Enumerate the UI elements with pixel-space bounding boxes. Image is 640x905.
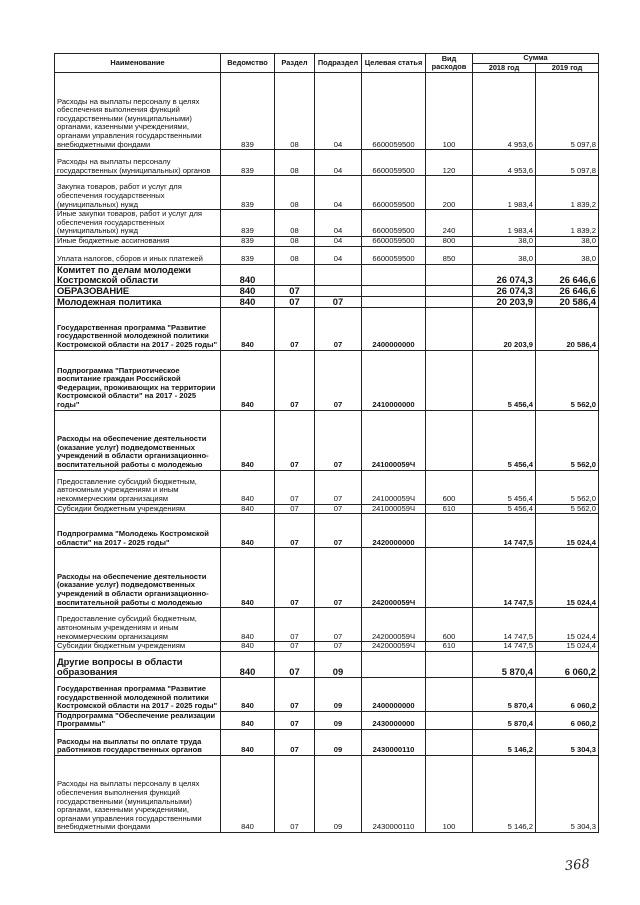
row-name: Подпрограмма "Молодежь Костромской области" на 2017 - 2025 годы" (55, 514, 221, 548)
row-subsection: 07 (315, 410, 362, 470)
table-row (55, 677, 599, 711)
row-2018: 20 203,9 (473, 296, 536, 307)
row-subsection: 04 (315, 246, 362, 264)
row-subsection (315, 285, 362, 296)
row-kind: 600 (426, 470, 473, 504)
row-section: 07 (275, 504, 315, 514)
row-kind: 120 (426, 150, 473, 176)
header-sum: Сумма (473, 54, 599, 64)
header-2018: 2018 год (473, 63, 536, 73)
row-section: 07 (275, 350, 315, 410)
row-section: 07 (275, 470, 315, 504)
header-section: Раздел (275, 54, 315, 73)
row-2019: 15 024,4 (536, 514, 599, 548)
row-target: 6600059500 (362, 176, 426, 210)
table-row (55, 307, 599, 350)
row-2019: 5 562,0 (536, 350, 599, 410)
row-subsection: 07 (315, 470, 362, 504)
table-row (55, 350, 599, 410)
row-target: 241000059Ч (362, 504, 426, 514)
row-kind: 100 (426, 73, 473, 150)
row-target: 242000059Ч (362, 642, 426, 652)
row-target (362, 651, 426, 677)
row-name: Расходы на выплаты по оплате труда работников государственных органов (55, 729, 221, 755)
row-target: 241000059Ч (362, 470, 426, 504)
table-row (55, 285, 599, 296)
row-dept: 840 (221, 677, 275, 711)
row-2018: 5 870,4 (473, 677, 536, 711)
row-2018: 5 146,2 (473, 729, 536, 755)
row-dept: 840 (221, 504, 275, 514)
row-name: ОБРАЗОВАНИЕ (55, 285, 221, 296)
row-2019: 6 060,2 (536, 651, 599, 677)
row-name: Расходы на обеспечение деятельности (оказание услуг) подведомственных учреждений в области организационно-воспитательной работы с молодежью (55, 410, 221, 470)
row-2018: 14 747,5 (473, 608, 536, 642)
row-target: 242000059Ч (362, 608, 426, 642)
row-name: Государственная программа "Развитие государственной молодежной политики Костромской области на 2017 - 2025 годы" (55, 677, 221, 711)
row-2019: 5 097,8 (536, 73, 599, 150)
row-2018: 5 456,4 (473, 410, 536, 470)
row-name: Расходы на выплаты персоналу государственных (муниципальных) органов (55, 150, 221, 176)
row-dept: 840 (221, 470, 275, 504)
row-2019: 6 060,2 (536, 677, 599, 711)
row-2019: 5 562,0 (536, 470, 599, 504)
row-name: Иные закупки товаров, работ и услуг для обеспечения государственных (муниципальных) нужд (55, 210, 221, 237)
row-kind (426, 548, 473, 608)
row-kind (426, 677, 473, 711)
row-2019: 20 586,4 (536, 307, 599, 350)
row-subsection: 07 (315, 296, 362, 307)
table-row (55, 410, 599, 470)
row-target: 6600059500 (362, 236, 426, 246)
row-name: Комитет по делам молодежи Костромской области (55, 264, 221, 285)
page-number: 368 (564, 856, 591, 875)
row-2019: 1 839,2 (536, 210, 599, 237)
row-kind (426, 350, 473, 410)
row-2019: 5 097,8 (536, 150, 599, 176)
row-section: 07 (275, 711, 315, 729)
row-subsection: 09 (315, 651, 362, 677)
row-name: Уплата налогов, сборов и иных платежей (55, 246, 221, 264)
table-row (55, 296, 599, 307)
row-subsection: 04 (315, 236, 362, 246)
row-dept: 840 (221, 514, 275, 548)
row-subsection: 04 (315, 150, 362, 176)
row-2019: 6 060,2 (536, 711, 599, 729)
row-section: 07 (275, 729, 315, 755)
row-subsection (315, 264, 362, 285)
row-target: 6600059500 (362, 246, 426, 264)
row-subsection: 09 (315, 755, 362, 832)
row-section: 07 (275, 651, 315, 677)
row-section: 08 (275, 236, 315, 246)
row-dept: 839 (221, 236, 275, 246)
row-name: Предоставление субсидий бюджетным, автономным учреждениям и иным некоммерческим организациям (55, 470, 221, 504)
header-subsection: Подраздел (315, 54, 362, 73)
row-kind: 200 (426, 176, 473, 210)
row-target: 6600059500 (362, 210, 426, 237)
row-subsection: 07 (315, 504, 362, 514)
row-target: 2420000000 (362, 514, 426, 548)
row-2018: 1 983,4 (473, 176, 536, 210)
table-row (55, 651, 599, 677)
row-2018: 38,0 (473, 246, 536, 264)
row-kind (426, 264, 473, 285)
row-name: Предоставление субсидий бюджетным, автономным учреждениям и иным некоммерческим организациям (55, 608, 221, 642)
row-name: Расходы на обеспечение деятельности (оказание услуг) подведомственных учреждений в области организационно-воспитательной работы с молодежью (55, 548, 221, 608)
row-name: Государственная программа "Развитие государственной молодежной политики Костромской области на 2017 - 2025 годы" (55, 307, 221, 350)
row-section: 07 (275, 642, 315, 652)
header-2019: 2019 год (536, 63, 599, 73)
table-row (55, 711, 599, 729)
row-2018: 14 747,5 (473, 642, 536, 652)
row-name: Расходы на выплаты персоналу в целях обеспечения выполнения функций государственными (муниципальными) органами, казенными учреждениями, органами управления государственными внебюджетными фондами (55, 73, 221, 150)
row-dept: 840 (221, 711, 275, 729)
row-name: Субсидии бюджетным учреждениям (55, 504, 221, 514)
row-subsection: 09 (315, 711, 362, 729)
row-target: 241000059Ч (362, 410, 426, 470)
row-dept: 840 (221, 410, 275, 470)
row-section: 08 (275, 210, 315, 237)
row-2019: 15 024,4 (536, 608, 599, 642)
row-2018: 5 456,4 (473, 470, 536, 504)
row-target: 2430000110 (362, 755, 426, 832)
row-2018: 4 953,6 (473, 150, 536, 176)
row-2018: 5 870,4 (473, 711, 536, 729)
row-subsection: 07 (315, 514, 362, 548)
row-dept: 840 (221, 608, 275, 642)
table-row (55, 176, 599, 210)
row-section: 08 (275, 246, 315, 264)
row-2018: 26 074,3 (473, 264, 536, 285)
row-subsection: 07 (315, 350, 362, 410)
row-kind: 610 (426, 642, 473, 652)
row-section: 07 (275, 296, 315, 307)
row-subsection: 04 (315, 73, 362, 150)
budget-table (54, 53, 599, 833)
row-2018: 5 146,2 (473, 755, 536, 832)
row-2018: 14 747,5 (473, 514, 536, 548)
row-subsection: 04 (315, 176, 362, 210)
row-kind (426, 651, 473, 677)
row-subsection: 07 (315, 608, 362, 642)
row-dept: 839 (221, 246, 275, 264)
row-dept: 840 (221, 296, 275, 307)
row-kind: 850 (426, 246, 473, 264)
table-row (55, 73, 599, 150)
row-kind (426, 729, 473, 755)
row-2019: 26 646,6 (536, 264, 599, 285)
row-section: 08 (275, 150, 315, 176)
row-kind: 610 (426, 504, 473, 514)
row-kind: 240 (426, 210, 473, 237)
row-section: 07 (275, 285, 315, 296)
row-dept: 840 (221, 285, 275, 296)
table-row (55, 504, 599, 514)
table-row (55, 246, 599, 264)
header-dept: Ведомство (221, 54, 275, 73)
table-row (55, 264, 599, 285)
table-body (55, 73, 599, 833)
row-2019: 5 304,3 (536, 755, 599, 832)
row-target: 2400000000 (362, 307, 426, 350)
row-target: 6600059500 (362, 73, 426, 150)
row-2018: 1 983,4 (473, 210, 536, 237)
row-subsection: 09 (315, 729, 362, 755)
row-section: 08 (275, 73, 315, 150)
row-section (275, 264, 315, 285)
row-dept: 840 (221, 651, 275, 677)
row-subsection: 07 (315, 642, 362, 652)
row-2018: 20 203,9 (473, 307, 536, 350)
row-section: 07 (275, 548, 315, 608)
row-2019: 1 839,2 (536, 176, 599, 210)
row-target: 2430000110 (362, 729, 426, 755)
row-subsection: 04 (315, 210, 362, 237)
row-kind (426, 285, 473, 296)
row-dept: 839 (221, 150, 275, 176)
table-row (55, 150, 599, 176)
row-2019: 15 024,4 (536, 548, 599, 608)
row-2019: 38,0 (536, 246, 599, 264)
table-row (55, 470, 599, 504)
row-section: 07 (275, 514, 315, 548)
row-dept: 840 (221, 729, 275, 755)
row-subsection: 07 (315, 307, 362, 350)
row-name: Расходы на выплаты персоналу в целях обеспечения выполнения функций государственными (муниципальными) органами, казенными учреждениями, органами управления государственными внебюджетными фондами (55, 755, 221, 832)
row-kind (426, 296, 473, 307)
row-target: 242000059Ч (362, 548, 426, 608)
header-name: Наименование (55, 54, 221, 73)
table-row (55, 236, 599, 246)
row-kind (426, 410, 473, 470)
table-row (55, 729, 599, 755)
row-2018: 38,0 (473, 236, 536, 246)
row-2018: 5 870,4 (473, 651, 536, 677)
row-2019: 20 586,4 (536, 296, 599, 307)
row-2018: 14 747,5 (473, 548, 536, 608)
row-2019: 5 562,0 (536, 410, 599, 470)
row-subsection: 07 (315, 548, 362, 608)
row-kind: 600 (426, 608, 473, 642)
row-dept: 840 (221, 755, 275, 832)
row-dept: 839 (221, 210, 275, 237)
row-2019: 38,0 (536, 236, 599, 246)
table-row (55, 548, 599, 608)
row-dept: 840 (221, 264, 275, 285)
row-subsection: 09 (315, 677, 362, 711)
row-name: Молодежная политика (55, 296, 221, 307)
row-2019: 15 024,4 (536, 642, 599, 652)
header-kind: Вид расходов (426, 54, 473, 73)
row-kind (426, 514, 473, 548)
row-section: 07 (275, 608, 315, 642)
table-row (55, 514, 599, 548)
row-section: 08 (275, 176, 315, 210)
row-2019: 26 646,6 (536, 285, 599, 296)
row-2019: 5 562,0 (536, 504, 599, 514)
row-target: 2400000000 (362, 677, 426, 711)
row-section: 07 (275, 677, 315, 711)
row-2019: 5 304,3 (536, 729, 599, 755)
table-row (55, 210, 599, 237)
row-dept: 840 (221, 307, 275, 350)
row-name: Подпрограмма "Патриотическое воспитание граждан Российской Федерации, проживающих на территории Костромской области" на 2017 - 2025 годы" (55, 350, 221, 410)
row-kind (426, 711, 473, 729)
row-dept: 840 (221, 350, 275, 410)
row-name: Субсидии бюджетным учреждениям (55, 642, 221, 652)
row-target (362, 296, 426, 307)
row-section: 07 (275, 755, 315, 832)
row-section: 07 (275, 410, 315, 470)
table-row (55, 608, 599, 642)
table-row (55, 755, 599, 832)
row-name: Закупка товаров, работ и услуг для обеспечения государственных (муниципальных) нужд (55, 176, 221, 210)
row-kind (426, 307, 473, 350)
row-name: Подпрограмма "Обеспечение реализации Программы" (55, 711, 221, 729)
row-dept: 840 (221, 548, 275, 608)
row-target: 2430000000 (362, 711, 426, 729)
row-target (362, 264, 426, 285)
row-2018: 26 074,3 (473, 285, 536, 296)
row-dept: 840 (221, 642, 275, 652)
row-target: 2410000000 (362, 350, 426, 410)
table-row (55, 642, 599, 652)
row-name: Иные бюджетные ассигнования (55, 236, 221, 246)
row-kind: 100 (426, 755, 473, 832)
row-kind: 800 (426, 236, 473, 246)
header-target: Целевая статья (362, 54, 426, 73)
row-dept: 839 (221, 176, 275, 210)
row-dept: 839 (221, 73, 275, 150)
row-target: 6600059500 (362, 150, 426, 176)
row-2018: 5 456,4 (473, 350, 536, 410)
row-2018: 5 456,4 (473, 504, 536, 514)
row-target (362, 285, 426, 296)
row-name: Другие вопросы в области образования (55, 651, 221, 677)
row-section: 07 (275, 307, 315, 350)
row-2018: 4 953,6 (473, 73, 536, 150)
